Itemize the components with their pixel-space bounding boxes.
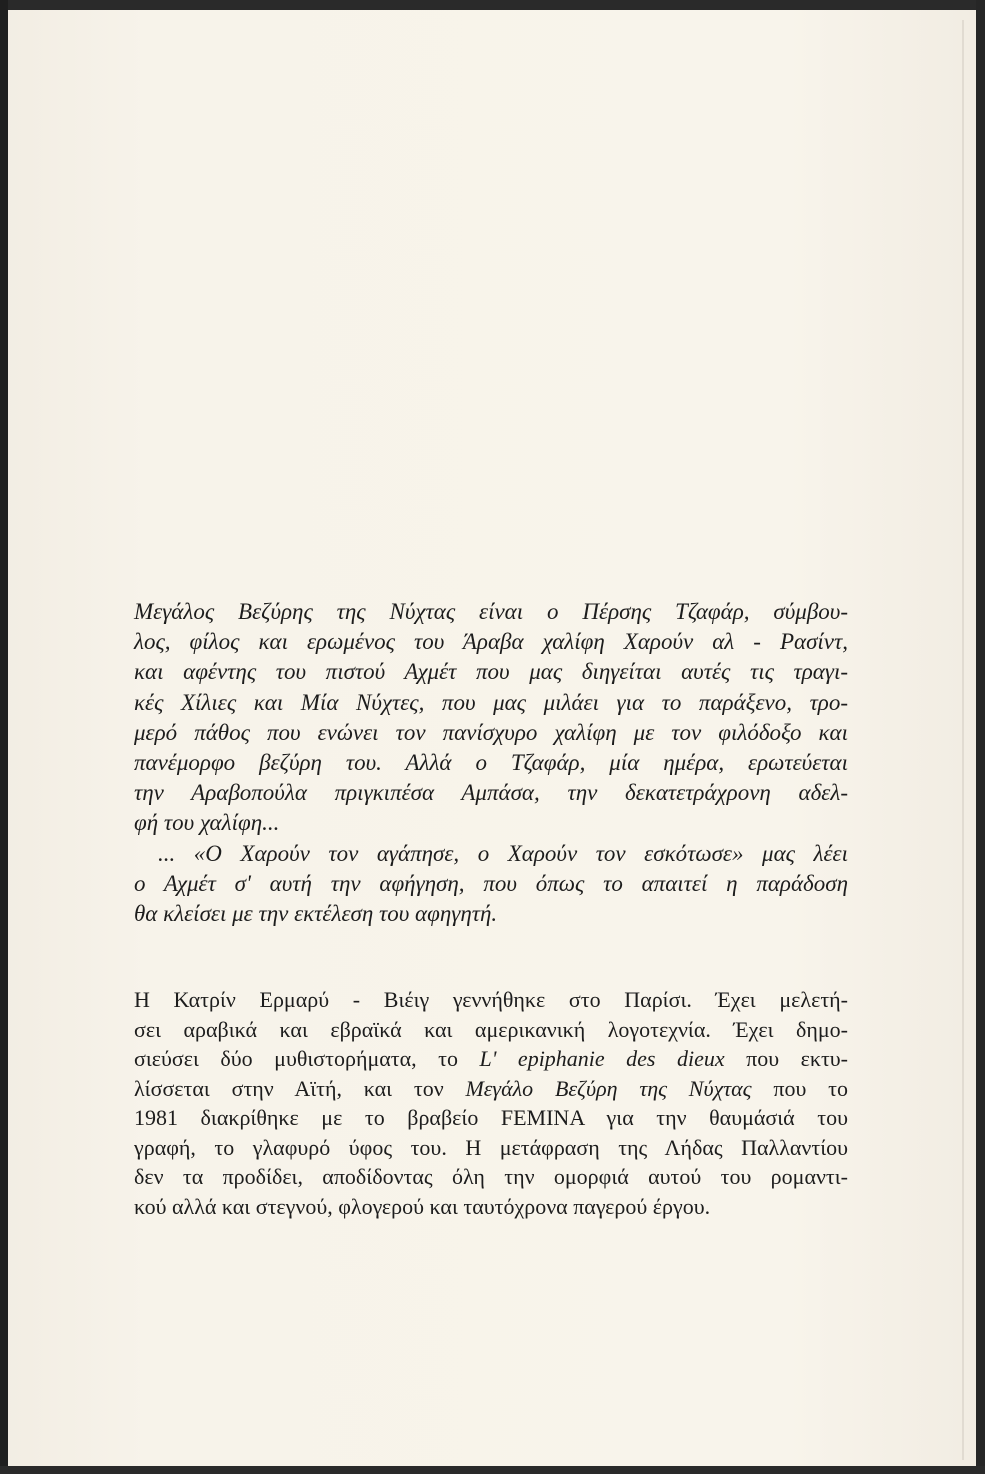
author-note-line: κού αλλά και στεγνού, φλογερού και ταυτόχρονα παγερού έργου.	[134, 1193, 711, 1219]
author-note-line: σει αραβικά και εβραϊκά και αμερικανική λογοτεχνία. Έχει δημο-	[134, 1016, 848, 1042]
cover-crease	[962, 20, 964, 1460]
author-note	[134, 985, 848, 1221]
scan-left-border	[0, 0, 8, 1474]
blurb-line: μερό πάθος που ενώνει τον πανίσχυρο χαλίφη με τον φιλόδοξο και	[134, 719, 848, 745]
book-title-french: L' epiphanie des dieux	[479, 1046, 725, 1071]
blurb-line: θα κλείσει με την εκτέλεση του αφηγητή.	[134, 901, 498, 927]
author-note-line	[134, 1044, 848, 1074]
author-note-text: σιεύσει δύο μυθιστορήματα, το	[134, 1046, 480, 1071]
scan-right-border	[976, 0, 985, 1474]
blurb-line: κές Χίλιες και Μία Νύχτες, που μας μιλάει για το παράξενο, τρο-	[134, 689, 848, 715]
blurb-line: λος, φίλος και ερωμένος του Άραβα χαλίφη Χαρούν αλ - Ρασίντ,	[134, 629, 848, 655]
author-note-line: γραφή, το γλαφυρό ύφος του. Η μετάφραση της Λήδας Παλλαντίου	[134, 1134, 848, 1160]
author-note-text: που το	[751, 1075, 849, 1101]
blurb-line: Μεγάλος Βεζύρης της Νύχτας είναι ο Πέρσης Τζαφάρ, σύμβου-	[134, 599, 848, 624]
author-note-line: δεν τα προδίδει, αποδίδοντας όλη την ομορφιά αυτού του ρομαντι-	[134, 1164, 848, 1189]
scan-top-border	[0, 0, 985, 10]
blurb-line: ο Αχμέτ σ' αυτή την αφήγηση, που όπως το απαιτεί η παράδοση	[134, 870, 848, 896]
author-note-text: λίσσεται στην Αϊτή, και τον	[134, 1075, 466, 1101]
blurb-line: την Αραβοπούλα πριγκιπέσα Αμπάσα, την δεκατετράχρονη αδελ-	[134, 780, 848, 806]
blurb-text	[134, 597, 848, 929]
book-title-greek: Μεγάλο Βεζύρη της Νύχτας	[465, 1075, 752, 1101]
blurb-line: ... «Ο Χαρούν τον αγάπησε, ο Χαρούν τον εσκότωσε» μας λέει	[158, 840, 848, 866]
author-note-line: 1981 διακρίθηκε με το βραβείο FEMINA για την θαυμάσιά του	[134, 1105, 848, 1130]
scan-bottom-border	[0, 1466, 985, 1474]
author-note-line: Η Κατρίν Ερμαρύ - Βιέιγ γεννήθηκε στο Παρίσι. Έχει μελετή-	[134, 987, 848, 1012]
author-note-text: που εκτυ-	[724, 1046, 849, 1071]
author-note-line	[134, 1074, 848, 1104]
blurb-line: πανέμορφο βεζύρη του. Αλλά ο Τζαφάρ, μία ημέρα, ερωτεύεται	[134, 750, 848, 776]
blurb-line: και αφέντης του πιστού Αχμέτ που μας διηγείται αυτές τις τραγι-	[134, 659, 848, 685]
blurb-line: φή του χαλίφη...	[134, 810, 280, 836]
